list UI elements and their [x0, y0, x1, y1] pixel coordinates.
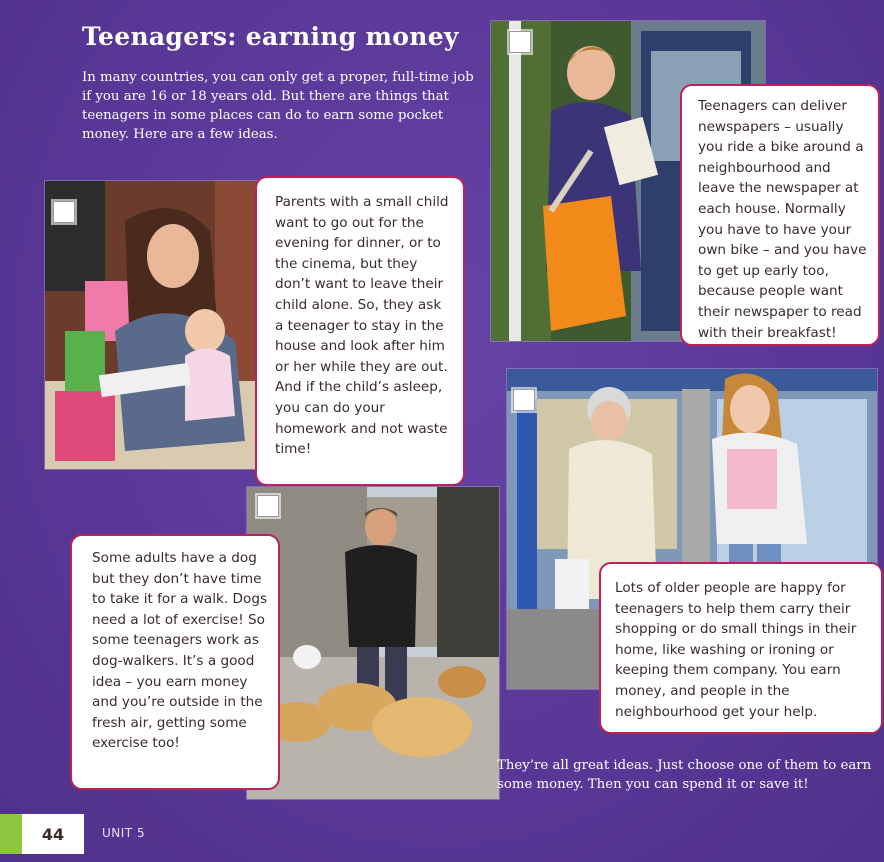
photo-checkbox[interactable]: [257, 495, 279, 517]
older-people-box: [599, 562, 883, 734]
photo-checkbox[interactable]: [53, 201, 75, 223]
page-number: 44: [22, 814, 84, 854]
dog-walking-text: Some adults have a dog but they don’t have time to take it for a walk. Dogs need a lot of exercise! So some teenagers work as dog-walkers. It’s a good idea – you earn money and you’re outside in the fresh air, getting some exercise too!: [92, 550, 268, 752]
newspaper-delivery-text: Teenagers can deliver newspapers – usually you ride a bike around a neighbourhood and leave the newspaper at each house. Normally you have to have your own bike – and you have to get up early too, because people want their newspaper to read with their breakfast!: [698, 98, 867, 341]
babysitting-box: [255, 176, 465, 486]
photo-checkbox[interactable]: [513, 389, 535, 411]
page-tab-marker: [0, 814, 22, 854]
babysitting-text: Parents with a small child want to go out for the evening for dinner, or to the cinema, but they don’t want to leave their child alone. So, they ask a teenager to stay in the house and look after him or her while they are out. And if the child’s asleep, you can do your homework and not waste time!: [275, 194, 449, 458]
photo-babysitter: [44, 180, 268, 470]
photo-checkbox[interactable]: [509, 31, 531, 53]
outro-paragraph: They’re all great ideas. Just choose one of them to earn some money. Then you can spend it or save it!: [497, 758, 872, 792]
newspaper-delivery-box: [680, 84, 880, 346]
dog-walking-box: [70, 534, 280, 790]
older-people-text: Lots of older people are happy for teenagers to help them carry their shopping or do small things in their home, like washing or ironing or keeping them company. You earn money, and people in the neighbourhood get your help.: [615, 580, 857, 720]
page-title: Teenagers: earning money: [82, 22, 459, 51]
unit-label: UNIT 5: [102, 826, 146, 840]
intro-paragraph: In many countries, you can only get a proper, full-time job if you are 16 or 18 years old. But there are things that teenagers in some places can do to earn some pocket money. Here are a few ideas.: [82, 70, 474, 142]
photo-dog-walker: [246, 486, 500, 800]
